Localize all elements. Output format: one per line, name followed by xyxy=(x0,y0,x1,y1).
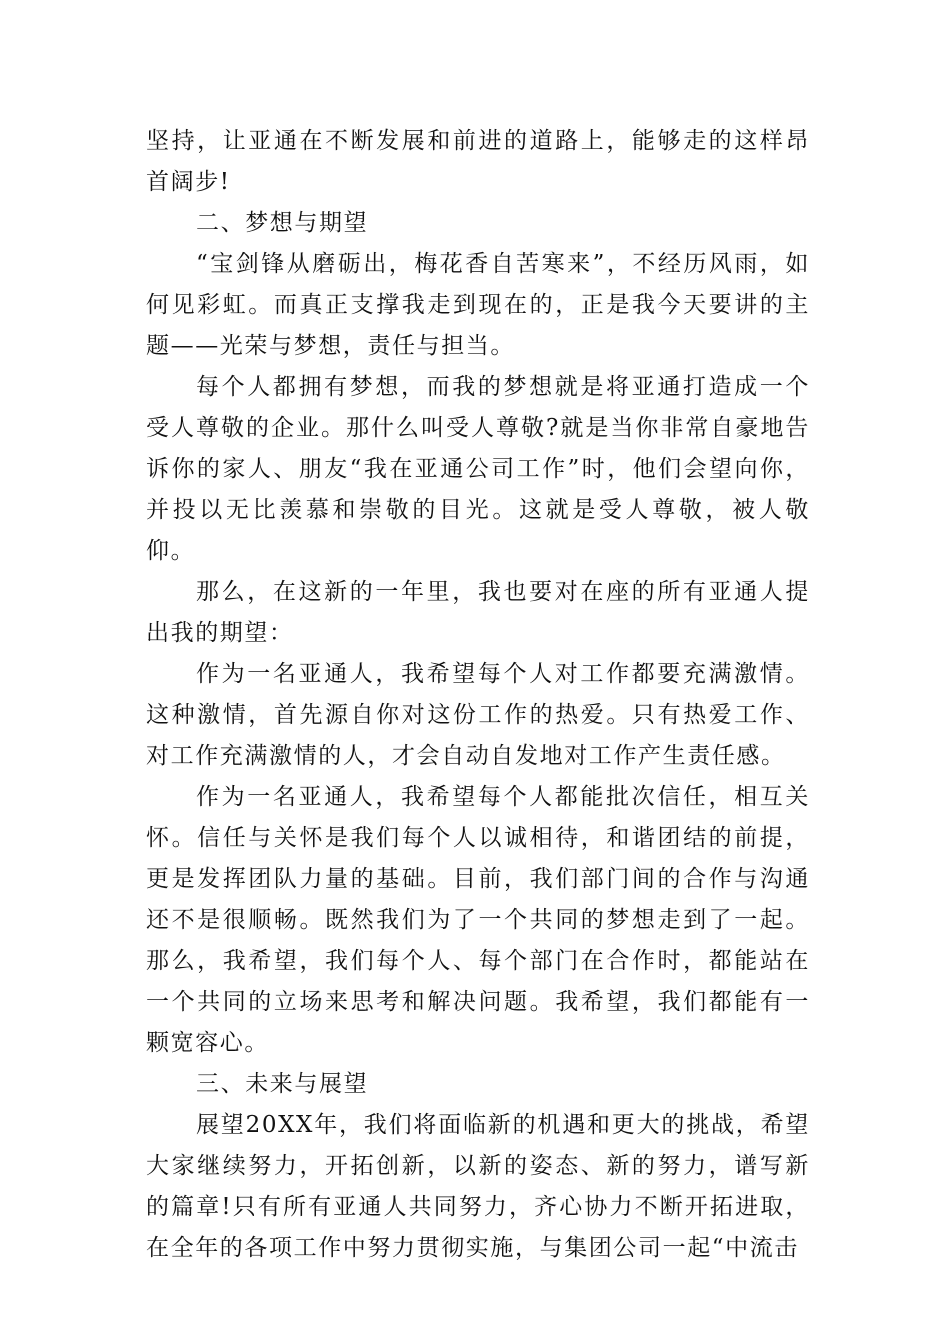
document-body xyxy=(146,121,810,1269)
paragraph-expectation-intro: 那么，在这新的一年里，我也要对在座的所有亚通人提出我的期望： xyxy=(146,579,810,646)
paragraph-dream: 每个人都拥有梦想，而我的梦想就是将亚通打造成一个受人尊敬的企业。那什么叫受人尊敬?就是当你非常自豪地告诉你的家人、朋友“我在亚通公司工作”时，他们会望向你，并投以无比羡慕和崇敬的目光。这就是受人尊敬，被人敬仰。 xyxy=(146,374,810,564)
paragraph-continuation: 坚持，让亚通在不断发展和前进的道路上，能够走的这样昂首阔步! xyxy=(146,128,810,195)
paragraph-quote: “宝剑锋从磨砺出，梅花香自苦寒来”，不经历风雨，如何见彩虹。而真正支撑我走到现在的，正是我今天要讲的主题——光荣与梦想，责任与担当。 xyxy=(146,251,810,359)
paragraph-outlook: 展望20XX年，我们将面临新的机遇和更大的挑战，希望大家继续努力，开拓创新，以新的姿态、新的努力，谱写新的篇章!只有所有亚通人共同努力，齐心协力不断开拓进取，在全年的各项工作中努力贯彻实施，与集团公司一起“中流击 xyxy=(146,1112,810,1261)
paragraph-passion: 作为一名亚通人，我希望每个人对工作都要充满激情。这种激情，首先源自你对这份工作的热爱。只有热爱工作、对工作充满激情的人，才会自动自发地对工作产生责任感。 xyxy=(146,661,810,769)
section-heading-future: 三、未来与展望 xyxy=(196,1071,369,1097)
section-heading-dreams: 二、梦想与期望 xyxy=(196,210,369,236)
paragraph-trust: 作为一名亚通人，我希望每个人都能批次信任，相互关怀。信任与关怀是我们每个人以诚相待，和谐团结的前提，更是发挥团队力量的基础。目前，我们部门间的合作与沟通还不是很顺畅。既然我们为了一个共同的梦想走到了一起。那么，我希望，我们每个人、每个部门在合作时，都能站在一个共同的立场来思考和解决问题。我希望，我们都能有一颗宽容心。 xyxy=(146,784,810,1056)
